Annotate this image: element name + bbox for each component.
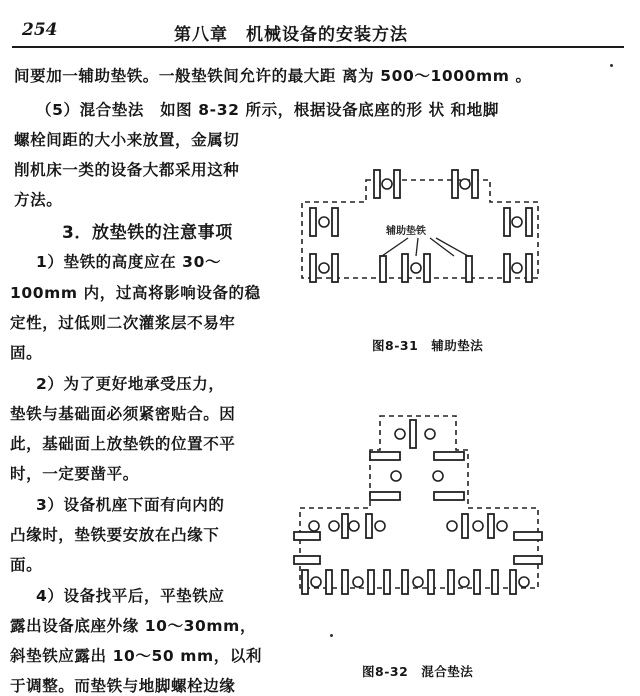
scan-speck <box>610 64 613 67</box>
text-line-5: 方法。 <box>14 191 63 209</box>
upper-right-pad-group <box>504 208 532 236</box>
lower-side-pads <box>294 556 542 564</box>
item3-line1: 3）设备机座下面有向内的 <box>36 496 225 514</box>
item4-line1: 4）设备找平后，平垫铁应 <box>36 587 225 605</box>
top-left-pad-group <box>374 170 400 198</box>
text-line-4: 削机床一类的设备大都采用这种 <box>14 161 240 179</box>
text-line-1: 间要加一辅助垫铁。一般垫铁间允许的最大距 离为 500～1000mm 。 <box>14 67 532 85</box>
scan-speck <box>330 634 333 637</box>
item3-line3: 面。 <box>10 556 43 574</box>
item2-line2: 垫铁与基础面必须紧密贴合。因 <box>10 405 236 423</box>
figure-8-31-caption: 图8-31 辅助垫法 <box>372 338 484 353</box>
bottom-pad-row <box>302 570 529 594</box>
item4-line3: 斜垫铁应露出 10～50 mm，以利 <box>10 647 263 665</box>
item1-line2: 100mm 内，过高将影响设备的稳 <box>10 284 261 302</box>
figure-8-32-diagram <box>288 406 550 602</box>
item1-line1: 1）垫铁的高度应在 30～ <box>36 253 222 271</box>
item2-line1: 2）为了更好地承受压力， <box>36 375 225 393</box>
item3-line2: 凸缘时，垫铁要安放在凸缘下 <box>10 526 220 544</box>
figure-8-32-caption: 图8-32 混合垫法 <box>362 664 474 679</box>
item2-line4: 时，一定要凿平。 <box>10 465 139 483</box>
item1-line3: 定性，过低则二次灌浆层不易牢 <box>10 314 236 332</box>
text-line-2: （5）混合垫法 如图 8-32 所示，根据设备底座的形 状 和地脚 <box>36 101 499 119</box>
page-number: 254 <box>22 20 58 40</box>
upper-left-pad-group <box>310 208 338 236</box>
item4-line2: 露出设备底座外缘 10～30mm， <box>10 617 257 635</box>
figure-8-31-diagram <box>290 160 550 295</box>
text-line-3: 螺栓间距的大小来放置，金属切 <box>14 131 240 149</box>
item4-line4: 于调整。而垫铁与地脚螺栓边缘 <box>10 677 236 695</box>
tower-pads <box>370 452 464 500</box>
auxiliary-pad-label: 辅助垫铁 <box>386 226 426 237</box>
top-pad-group <box>395 420 435 448</box>
header-rule <box>12 46 624 48</box>
chapter-title: 第八章 机械设备的安装方法 <box>174 25 408 45</box>
section-heading: 3．放垫铁的注意事项 <box>62 223 233 243</box>
item2-line3: 此，基础面上放垫铁的位置不平 <box>10 435 236 453</box>
item1-line4: 固。 <box>10 344 43 362</box>
top-right-pad-group <box>452 170 478 198</box>
base-outline <box>300 416 538 588</box>
middle-pad-row <box>294 514 542 540</box>
